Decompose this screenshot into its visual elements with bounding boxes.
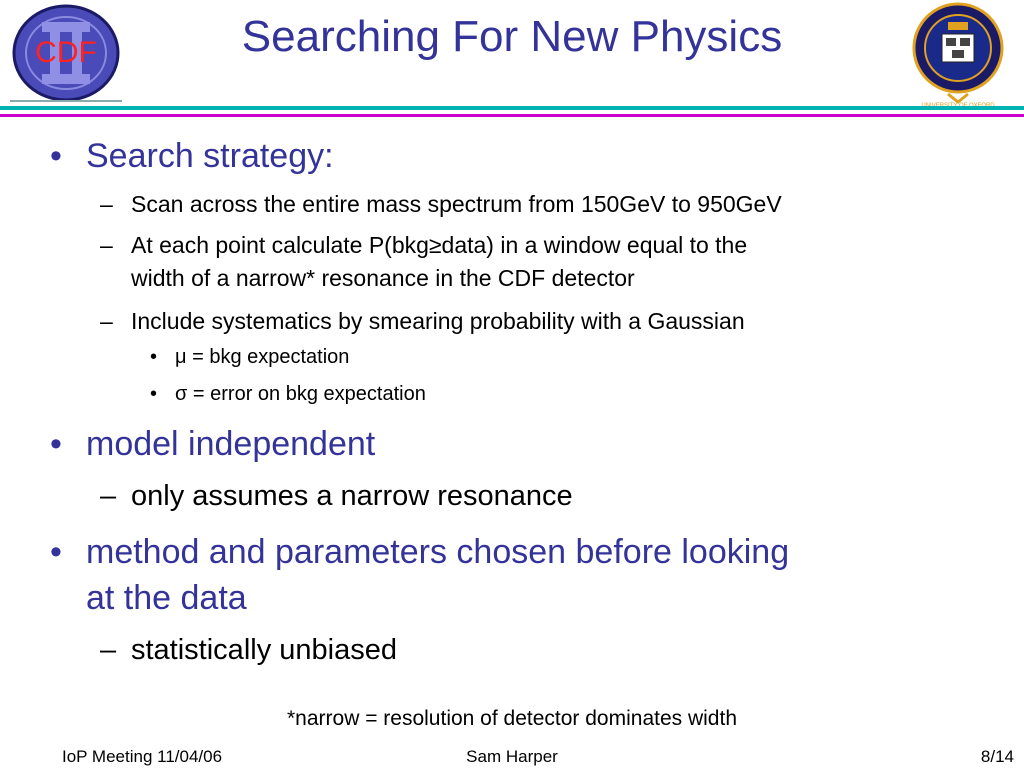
sub-calc-line1: At each point calculate P(bkg≥data) in a window equal to the [131,232,748,258]
bullet-glyph: • [50,533,62,571]
bullet-model-independent: model independent [86,425,376,463]
svg-text:CDF: CDF [35,36,97,69]
footer-page-number: 8/14 [980,747,1014,766]
bullet-method-line2: at the data [86,579,247,617]
sub-sub-sigma: σ = error on bkg expectation [175,383,426,405]
logo-underline [10,100,122,102]
bullet-glyph-small: • [150,383,158,405]
dash-glyph: – [100,232,113,258]
sub-unbiased: statistically unbiased [131,634,397,666]
page-title: Searching For New Physics [241,12,783,61]
dash-glyph: – [100,634,117,666]
dash-glyph: – [100,480,117,512]
header-rule-magenta [0,114,1024,117]
footnote: *narrow = resolution of detector dominates width [287,707,737,730]
dash-glyph: – [100,191,113,217]
sub-scan: Scan across the entire mass spectrum from 150GeV to 950GeV [131,191,782,217]
footer-left: IoP Meeting 11/04/06 [62,747,223,766]
sub-narrow: only assumes a narrow resonance [131,480,573,512]
oxford-crest [908,2,1008,110]
dash-glyph: – [100,308,113,334]
sub-sub-mu: μ = bkg expectation [175,346,350,368]
bullet-method-line1: method and parameters chosen before looking [86,533,790,571]
sub-systematics: Include systematics by smearing probability with a Gaussian [131,308,745,334]
bullet-glyph-small: • [150,346,158,368]
header-rule-cyan [0,106,1024,110]
bullet-search-strategy: Search strategy: [86,137,334,175]
bullet-glyph: • [50,425,62,463]
bullet-glyph: • [50,137,62,175]
footer-center: Sam Harper [466,747,558,766]
sub-calc-line2: width of a narrow* resonance in the CDF detector [131,265,635,291]
